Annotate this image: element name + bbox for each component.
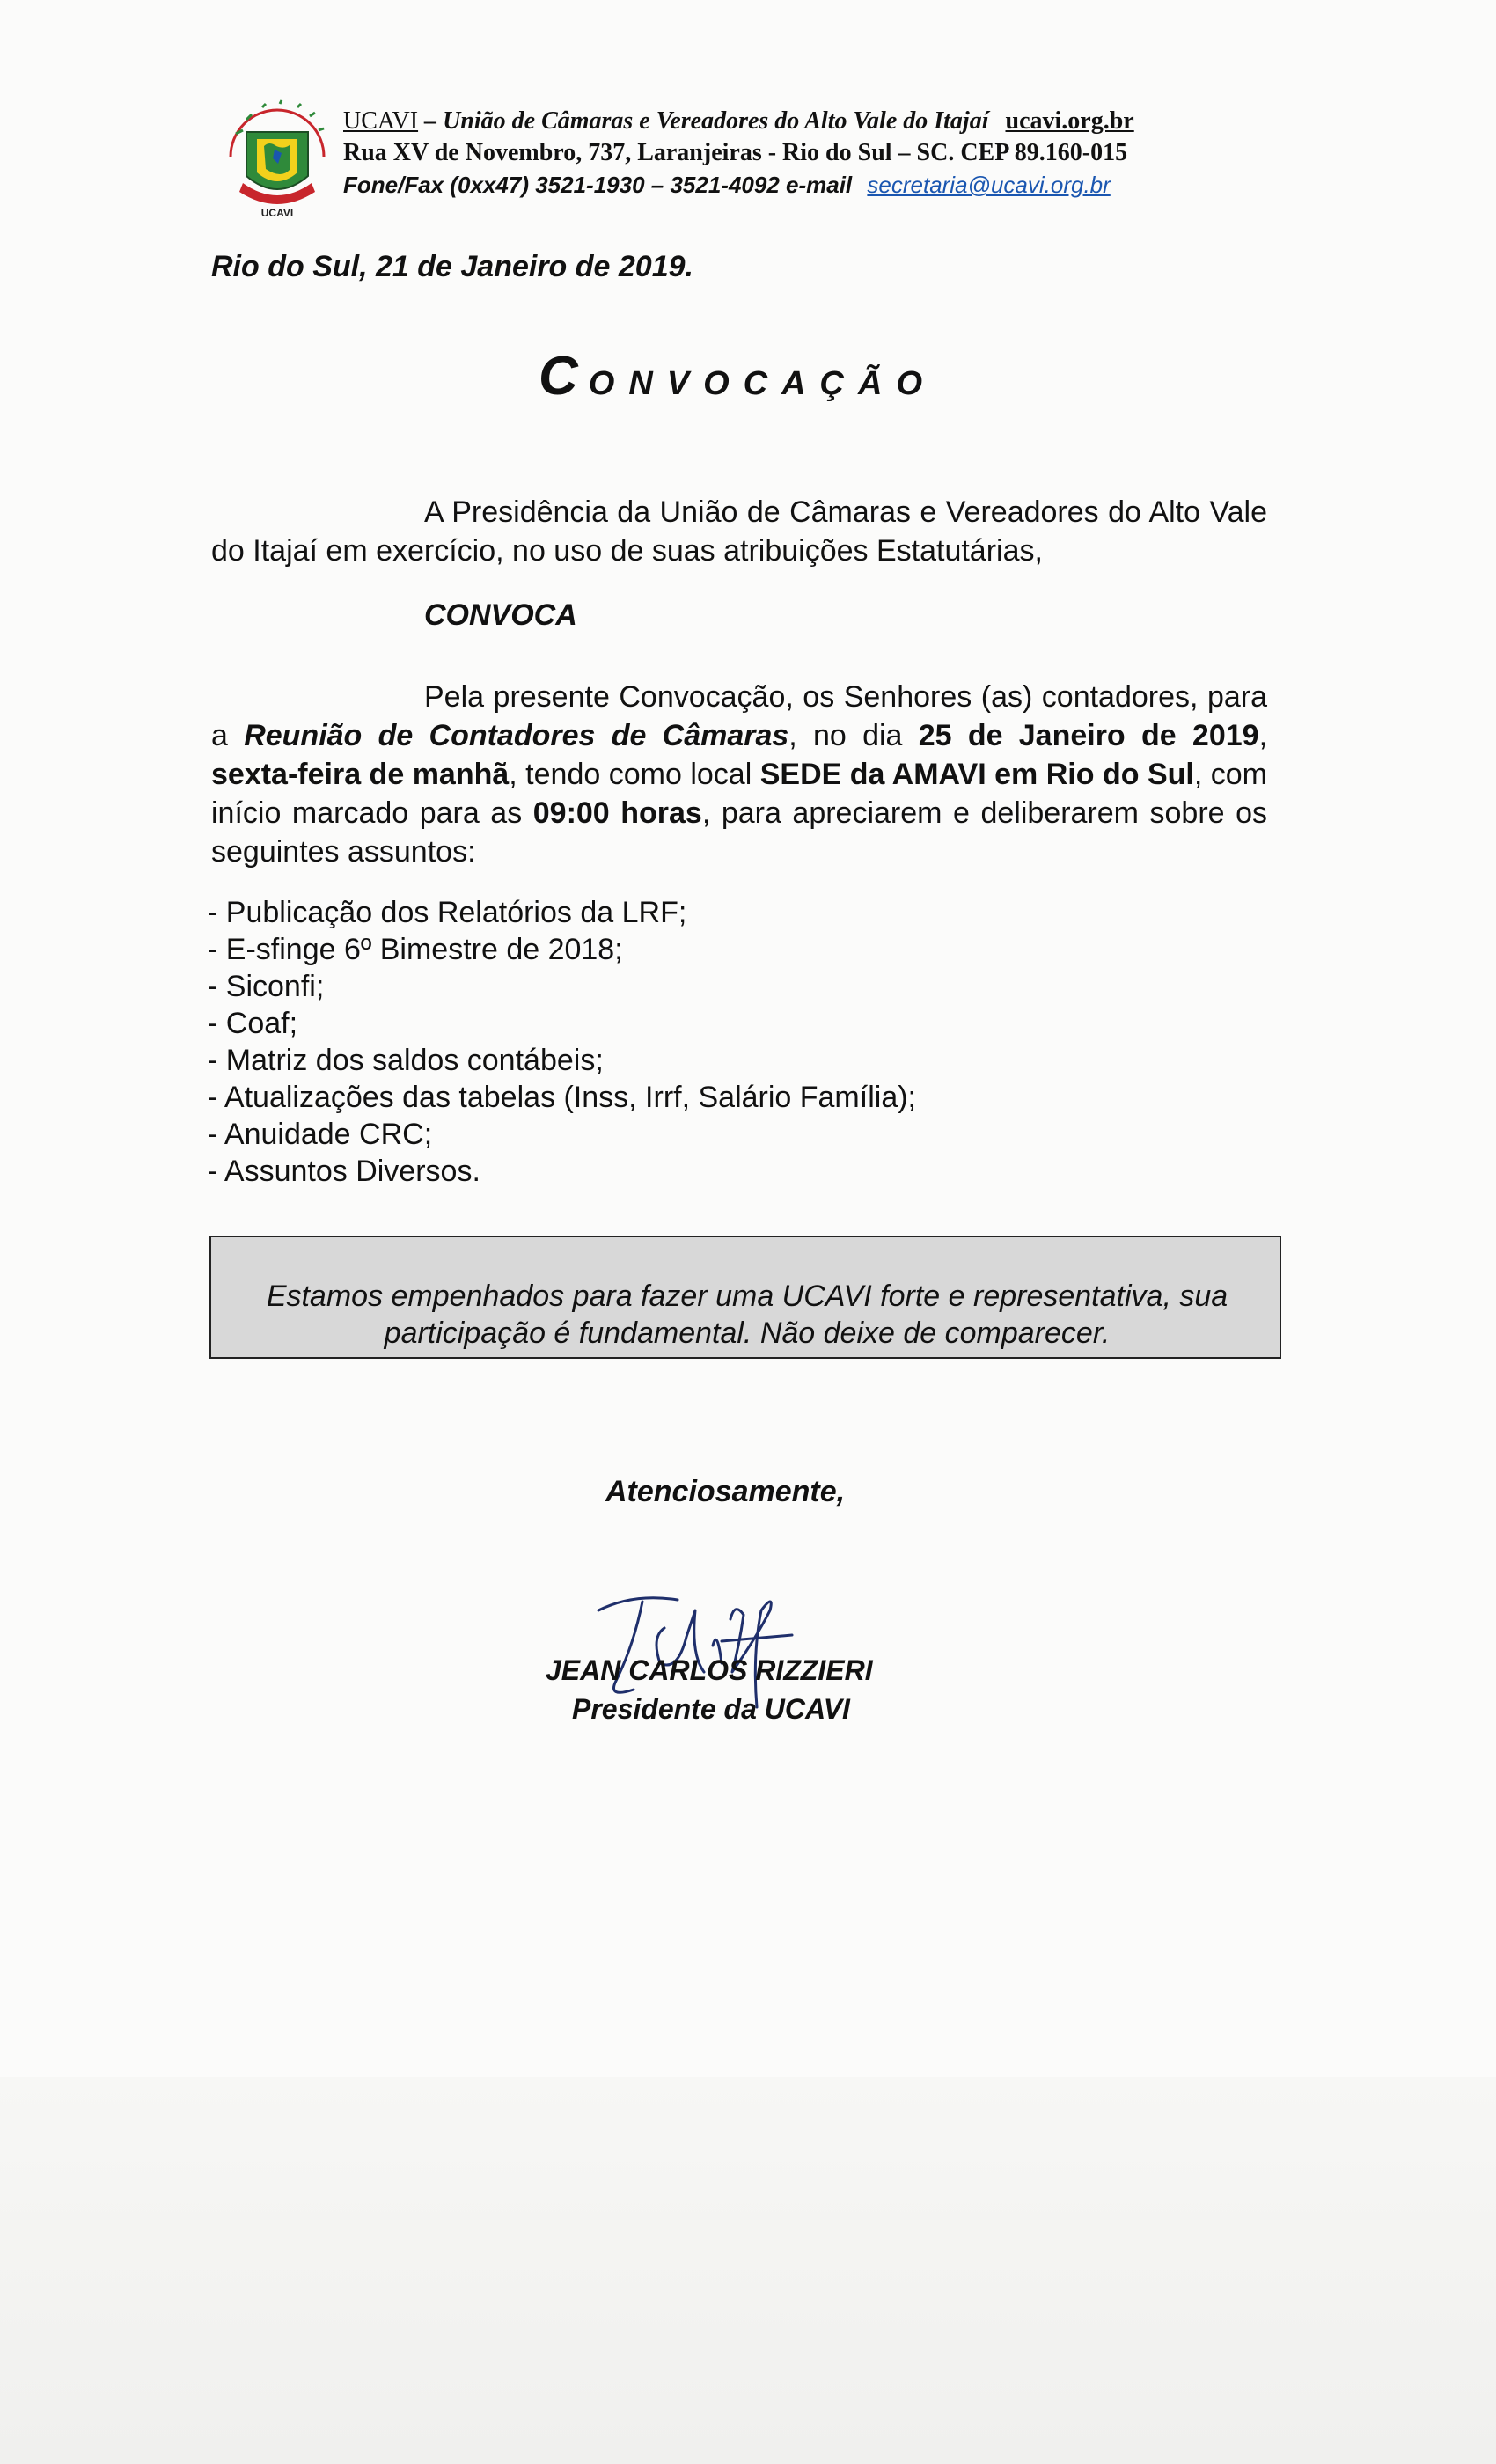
signer-role: Presidente da UCAVI — [572, 1693, 850, 1725]
seal-bottom-text: UCAVI — [260, 207, 294, 219]
website-link[interactable]: ucavi.org.br — [1005, 107, 1134, 135]
p2-text-3: , — [1258, 719, 1268, 752]
meeting-weekday: sexta-feira de manhã — [211, 758, 510, 791]
meeting-name: Reunião de Contadores de Câmaras — [244, 719, 789, 752]
org-short-name: UCAVI — [343, 107, 419, 135]
p2-text-4: , tendo como local — [509, 758, 760, 791]
convoca-heading: CONVOCA — [424, 598, 577, 632]
list-item: - E-sfinge 6º Bimestre de 2018; — [208, 931, 916, 968]
signer-name: JEAN CARLOS RIZZIERI — [546, 1654, 873, 1686]
org-contact-line — [343, 169, 1134, 201]
p2-text-5: , com início marcado para as — [211, 758, 1267, 830]
closing-text: Atenciosamente, — [605, 1475, 846, 1508]
intro-paragraph: A Presidência da União de Câmaras e Vereadores do Alto Vale do Itajaí em exercício, no uso de suas atribuições Estatutárias, — [211, 495, 1267, 568]
org-title-line — [343, 106, 1134, 137]
notice-box — [209, 1236, 1281, 1359]
convocation-paragraph — [211, 678, 1267, 871]
p2-text-2: , no dia — [788, 719, 919, 752]
phone-text: Fone/Fax (0xx47) 3521-1930 – 3521-4092 e-mail — [343, 172, 853, 198]
ucavi-seal-logo — [211, 88, 343, 220]
org-info — [343, 106, 1134, 201]
title-rest: ONVOCAÇÃO — [588, 365, 937, 402]
notice-text: Estamos empenhados para fazer uma UCAVI forte e representativa, sua participação é fundamental. Não deixe de comparecer. — [266, 1280, 1228, 1350]
email-link[interactable]: secretaria@ucavi.org.br — [867, 172, 1111, 198]
topics-list — [208, 894, 916, 1190]
list-item: - Coaf; — [208, 1005, 916, 1042]
meeting-place: SEDE da AMAVI em Rio do Sul — [759, 758, 1194, 791]
list-item: - Atualizações das tabelas (Inss, Irrf, Salário Família); — [208, 1079, 916, 1116]
list-item: - Assuntos Diversos. — [208, 1153, 916, 1190]
list-item: - Publicação dos Relatórios da LRF; — [208, 894, 916, 931]
list-item: - Anuidade CRC; — [208, 1116, 916, 1153]
letterhead — [211, 88, 1355, 220]
title-initial: C — [539, 346, 589, 407]
meeting-time: 09:00 horas — [532, 796, 702, 830]
meeting-date: 25 de Janeiro de 2019 — [918, 719, 1259, 752]
org-full-name: – União de Câmaras e Vereadores do Alto Vale do Itajaí — [424, 107, 989, 135]
org-address: Rua XV de Novembro, 737, Laranjeiras - Rio do Sul – SC. CEP 89.160-015 — [343, 139, 1128, 166]
date-line: Rio do Sul, 21 de Janeiro de 2019. — [211, 250, 693, 283]
p2-text-6: , para apreciarem e deliberarem sobre os seguintes assuntos: — [211, 796, 1268, 869]
page-title — [539, 345, 936, 407]
p2-text-1: Pela presente Convocação, os Senhores (as) contadores, para a — [211, 680, 1267, 752]
list-item: - Siconfi; — [208, 968, 916, 1005]
page-fold-shadow — [0, 2077, 1496, 2464]
list-item: - Matriz dos saldos contábeis; — [208, 1042, 916, 1079]
